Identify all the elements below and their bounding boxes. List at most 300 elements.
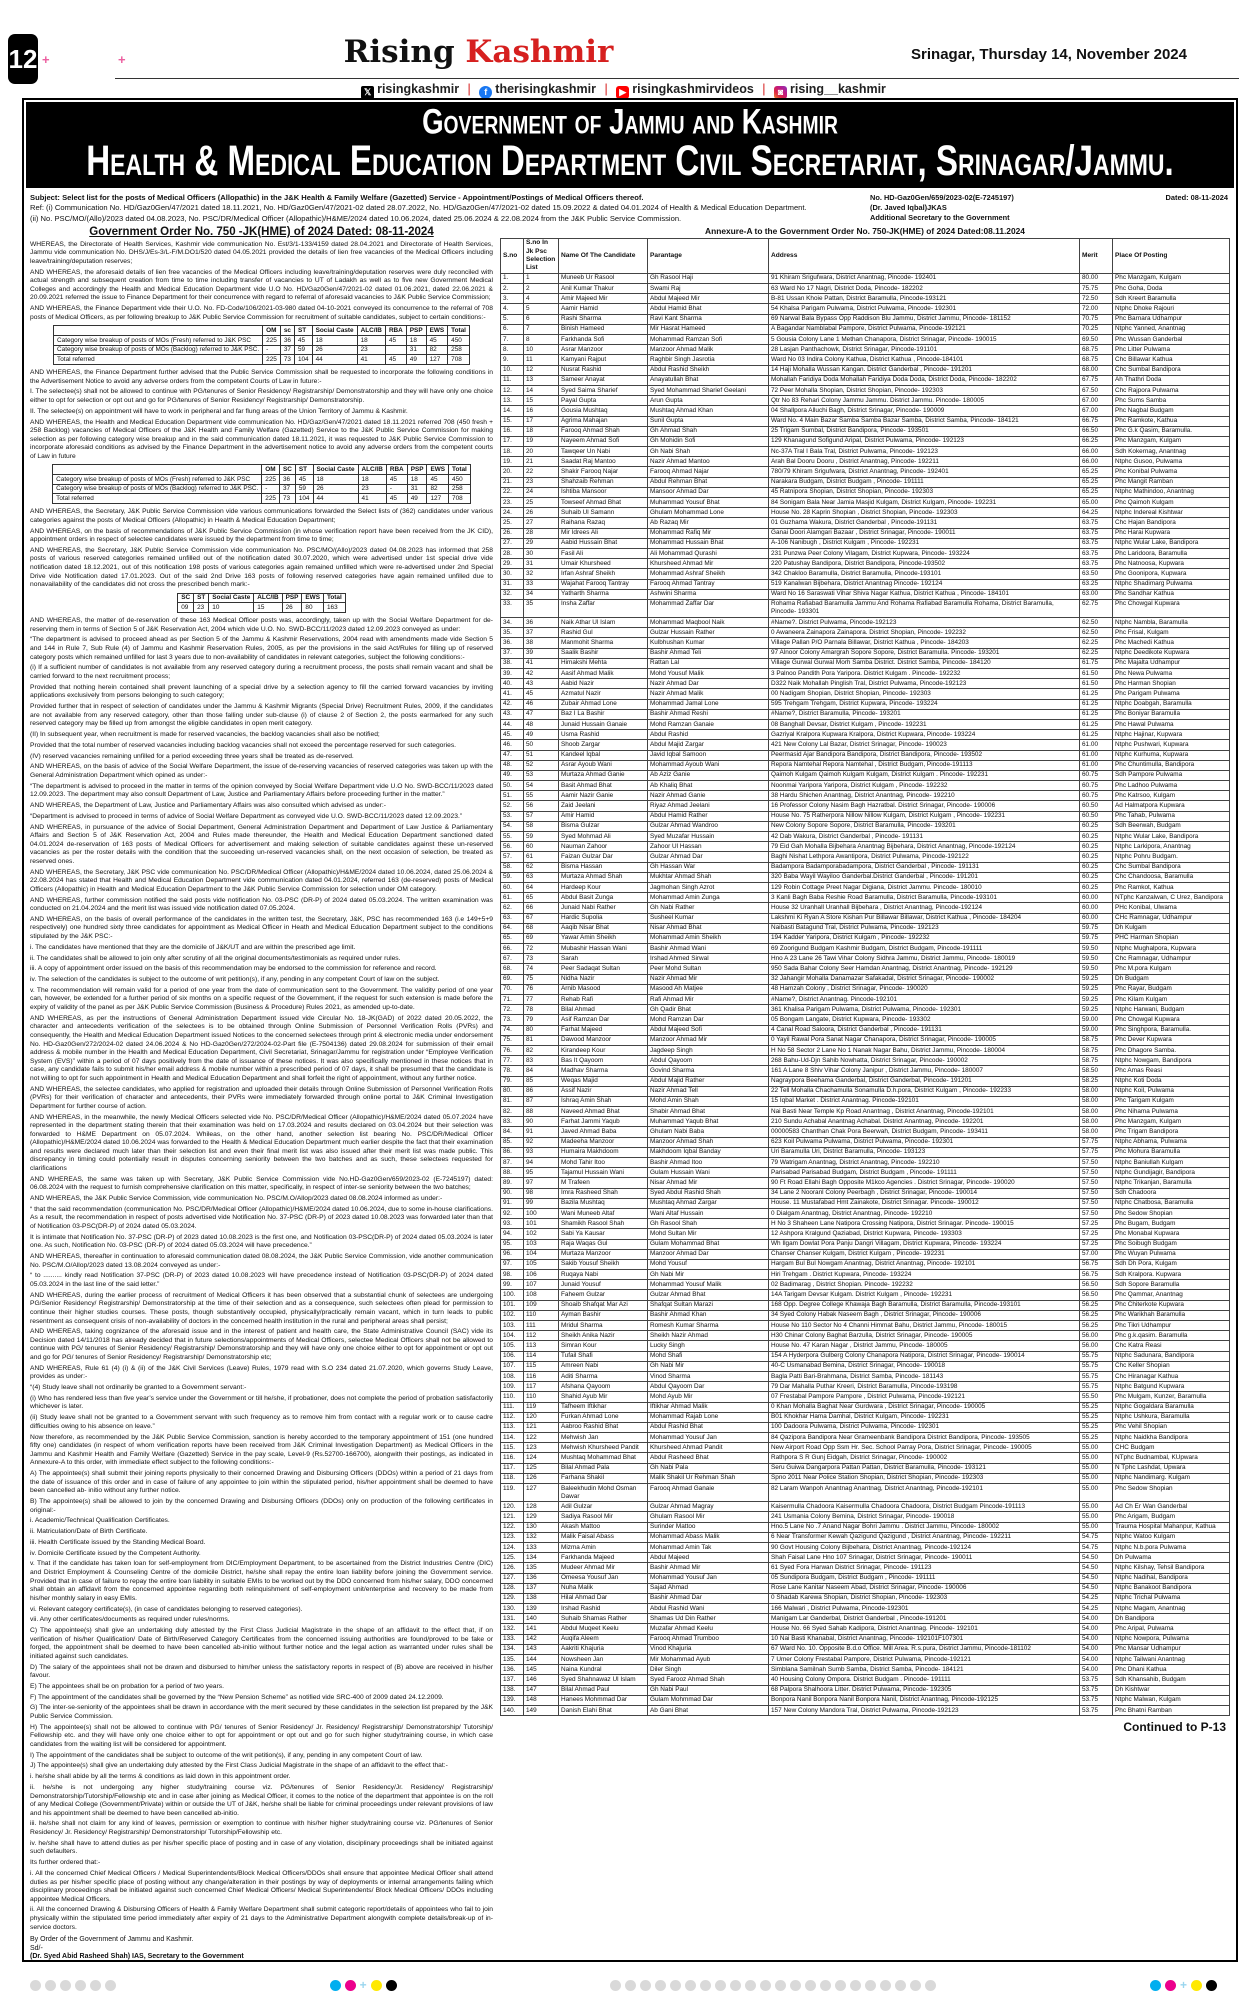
table-cell: 48 Hamzah Colony , District Srinagar, Pincode- 190020 <box>769 984 1080 994</box>
table-cell: Abdul Muqeet Keelu <box>559 1624 648 1634</box>
table-cell: 90 <box>524 1117 559 1127</box>
order-paragraph: WHEREAS, the Directorate of Health Services, Kashmir vide communication No. Est/3/1-133/4159 dated 28.04.2021 and Directorate of Health Services, Jammu vide communication No. DHS/J/Es-3/L-F/M.DO1/520 dated 04.05.2021 provided the details of lien free vacancies of the Medical Officers including leave/training/deputation reserves; <box>30 240 493 265</box>
table-cell: 67 <box>524 913 559 923</box>
table-cell: 15 Iqbal Market . District Anantnag. Pincode-192101 <box>769 1096 1080 1106</box>
table-cell: 44 <box>312 355 357 365</box>
table-cell: Nazir Ahmad Malik <box>648 689 769 699</box>
table-header-cell: OM <box>262 465 280 475</box>
candidate-row <box>501 589 1230 599</box>
table-cell: 104 <box>295 494 313 504</box>
table-cell: Phc Majalta Udhampur <box>1113 658 1230 668</box>
table-cell: 50. <box>501 781 524 791</box>
table-cell: 84 Sonigam Bala Near Jamia Masjid Kulgam, District Kulgam, Pincode- 192231 <box>769 498 1080 508</box>
table-cell: 61.25 <box>1080 709 1113 719</box>
order-paragraph: AND WHEREAS, the Department of Law, Justice and Parliamentary Affairs was also consulted which advised as under:- <box>30 801 386 809</box>
table-cell: Phc Dever Kupwara <box>1113 1035 1230 1045</box>
table-cell: Swami Raj <box>648 284 769 294</box>
table-cell: 109. <box>501 1382 524 1392</box>
table-cell: 104 <box>294 355 312 365</box>
table-cell: Abdul Hamid Bhat <box>648 304 769 314</box>
table-cell: 79 Dar Mahalla Puthar Kreeri, District Baramulla, Pincode-193198 <box>769 1382 1080 1392</box>
candidate-row <box>501 791 1230 801</box>
table-cell: Phc Sedow Shopian <box>1113 1484 1230 1502</box>
table-cell: Shahzaib Rehman <box>559 477 648 487</box>
table-cell: Omeesa Yousuf Jan <box>559 1573 648 1583</box>
subject-ref-row <box>24 190 1236 224</box>
table-cell: 92. <box>501 1208 524 1218</box>
table-cell: Phc Tikri Udhampur <box>1113 1321 1230 1331</box>
table-cell: 53.75 <box>1080 1685 1113 1695</box>
table-cell: 79 Eid Gah Mohalla Bijbehara Anantnag Bijbehara, District Anantnag, Pincode-192124 <box>769 842 1080 852</box>
table-header-row <box>53 465 471 475</box>
table-cell: 55.75 <box>1080 1361 1113 1371</box>
unfilled-posts-table <box>177 593 346 613</box>
table-cell: Shakir Farooq Najar <box>559 467 648 477</box>
table-cell: #Name?, District Anantnag. Pincode-192101 <box>769 995 1080 1005</box>
table-cell: Ntphc Gusoo, Pulwama <box>1113 457 1230 467</box>
table-cell: 44. <box>501 719 524 729</box>
table-cell: 129 Robin Cottage Preet Nagar Digiana, District Jammu. Pincode- 180010 <box>769 882 1080 892</box>
table-cell: 60.00 <box>1080 913 1113 923</box>
candidate-row <box>501 964 1230 974</box>
table-cell: 134 <box>524 1553 559 1563</box>
order-paragraph: Provided that the total number of reserved vacancies including backlog vacancies shall not exceed the percentage reserved for such categories. <box>30 741 457 749</box>
table-cell: Phc Dhagore Samba. <box>1113 1045 1230 1055</box>
candidate-row <box>501 1280 1230 1290</box>
table-cell: 78. <box>501 1066 524 1076</box>
table-cell: 61.00 <box>1080 750 1113 760</box>
table-cell: Sdh Khansahib, Budgam <box>1113 1675 1230 1685</box>
table-cell: 63.50 <box>1080 569 1113 579</box>
annexure-table <box>500 238 1230 1716</box>
table-cell: 127 <box>427 494 449 504</box>
candidate-row <box>501 1361 1230 1371</box>
table-cell: Umair Khursheed <box>559 559 648 569</box>
table-cell: Nisar Ahmad Mir <box>648 1178 769 1188</box>
table-cell: Phc Katrsoo, Kulgam <box>1113 791 1230 801</box>
table-cell: Mir Idrees Ali <box>559 528 648 538</box>
table-cell: 39 <box>524 648 559 658</box>
table-cell: House No. 75 Ratherpora Nillow Nillow Kulgam, District Kulgam , Pincode- 192231 <box>769 811 1080 821</box>
table-cell: Abdul Rashid Wani <box>648 1604 769 1614</box>
candidate-row <box>501 669 1230 679</box>
table-cell: Nazir Ahmad Ganie <box>648 791 769 801</box>
table-cell: 58. <box>501 862 524 872</box>
table-cell: Ntphc Magam, Anantnag <box>1113 1604 1230 1614</box>
table-cell: Chc Hajan Bandipora <box>1113 518 1230 528</box>
table-cell: 23 <box>524 477 559 487</box>
table-cell: Phc Mansar Udhampur <box>1113 1644 1230 1654</box>
table-cell: 63.25 <box>1080 579 1113 589</box>
candidate-row <box>501 1685 1230 1695</box>
table-cell: Ali Mohammad Qurashi <box>648 548 769 558</box>
table-cell: 59.00 <box>1080 1025 1113 1035</box>
table-cell: 41 <box>524 658 559 668</box>
table-cell: 66 <box>524 903 559 913</box>
table-cell: Gh Nabi Rather <box>648 903 769 913</box>
table-cell: 49. <box>501 770 524 780</box>
order-paragraph: I) The appointment of the candidates shall be subject to outcome of the writ petition(s), if any, pending in any competent Court of law. <box>30 1751 423 1759</box>
table-cell: 89. <box>501 1178 524 1188</box>
table-cell: 135. <box>501 1655 524 1665</box>
table-cell: 82 <box>524 1045 559 1055</box>
table-cell: Aditi Sharma <box>559 1371 648 1381</box>
table-cell: 75 <box>524 974 559 984</box>
table-cell: 61.00 <box>1080 740 1113 750</box>
table-cell: Jagdeep Singh <box>648 1045 769 1055</box>
masthead-title <box>0 34 957 70</box>
black-dot-icon <box>386 1980 397 1991</box>
table-cell: Mohammad Yousuf Malik <box>648 1280 769 1290</box>
table-cell: 53.75 <box>1080 1705 1113 1715</box>
table-cell: 09 <box>178 603 194 613</box>
table-cell: Abdul Qayoom Dar <box>648 1382 769 1392</box>
table-cell: 91. <box>501 1198 524 1208</box>
table-cell: Phc Wussan Ganderbal <box>1113 335 1230 345</box>
table-cell: 78 <box>524 1005 559 1015</box>
table-cell: Mohd Tahir Itoo <box>559 1158 648 1168</box>
order-paragraph: AND WHEREAS, further commission notified the said posts vide notification No. 03-PSC (DR-P) of 2024 dated 05.03.2024. The written examination was conducted on 21.04.2024 and the merit list was issued vide notification dated 07.05.2024. <box>30 896 493 913</box>
registration-cross-icon: + <box>1179 1978 1187 1992</box>
table-cell: Nai Basti Near Temple Kp Road Anantnag , District Anantnag, Pincode-192101 <box>769 1107 1080 1117</box>
table-cell: 47 <box>524 709 559 719</box>
table-cell: Hargam Bul Bul Nowgam Anantnag, District Anantnag, Pincode- 192101 <box>769 1259 1080 1269</box>
table-cell: Hiri Trehgam . District Kupwara, Pincode- 193224 <box>769 1270 1080 1280</box>
order-paragraph: AND WHEREAS, during the earlier process of recruitment of Medical Officers it has been observed that a substantial chunk of selectees are undergoing PG/Senior Residency/ Registrarship/ Demonstratorship at the time of their selection and as a consequence, such selectees often plead for permission to continue their higher studies courses. These posts, though substantively occupied, physically/practically remain vacant, which in turn leads to public resentment as consequent crisis of non-availability of doctors in the concerned health institution in the rural and peripheral areas shall persist; <box>30 1291 493 1325</box>
x-handle[interactable]: risingkashmir <box>377 82 460 96</box>
table-cell: Yawar Amin Sheikh <box>559 933 648 943</box>
table-cell: 0 Dialgam Anantnag, District Anantnag, Pincode- 192210 <box>769 1208 1080 1218</box>
table-cell: 54.25 <box>1080 1604 1113 1614</box>
table-header-row <box>178 593 346 603</box>
table-cell: Ntphc Wular Lake, Bandipora <box>1113 832 1230 842</box>
table-cell: Kulbhushan Kumar <box>648 638 769 648</box>
table-cell: Village Gurwal Gurwal Morh Samba District. District Samba, Pincode- 184120 <box>769 658 1080 668</box>
table-cell: PHc Konibal, Ulwama <box>1113 903 1230 913</box>
table-cell: CHC Budgam <box>1113 1443 1230 1453</box>
table-cell: 129 Khanagund Sofigund Aripal, District Pulwama, Pincode- 192123 <box>769 436 1080 446</box>
table-cell: 54.00 <box>1080 1655 1113 1665</box>
table-cell: Nusrat Rashid <box>559 365 648 375</box>
table-cell: Sdh Sopore Baramulla <box>1113 1280 1230 1290</box>
instagram-handle[interactable]: rising__kashmir <box>790 82 886 96</box>
table-cell: 6 Near Transformer Kewah Qazigund Qazigund , District Anantnag, Pincode- 192211 <box>769 1532 1080 1542</box>
table-cell: 60.25 <box>1080 872 1113 882</box>
table-cell: 62.50 <box>1080 628 1113 638</box>
table-cell: Phc Aripal, Pulwama <box>1113 1624 1230 1634</box>
category-breakup-table-2 <box>52 464 471 504</box>
table-cell: Rafi Ahmad Mir <box>648 995 769 1005</box>
table-cell: 98. <box>501 1270 524 1280</box>
table-cell: 59. <box>501 872 524 882</box>
table-cell: Farkhanda Sofi <box>559 335 648 345</box>
table-cell: 57.50 <box>1080 1198 1113 1208</box>
table-cell: Bilal Ahmad Paul <box>559 1685 648 1695</box>
table-cell: 105 <box>524 1259 559 1269</box>
table-cell: Farhana Shakil <box>559 1473 648 1483</box>
table-cell: Ntphc Hajinar, Kupwara <box>1113 730 1230 740</box>
table-cell: 66.25 <box>1080 436 1113 446</box>
table-cell: Abdul Rehman Bhat <box>648 477 769 487</box>
table-cell: Javid Iqbal Samoon <box>648 750 769 760</box>
table-cell: Gulzar Ahmad Dar <box>648 852 769 862</box>
table-cell: 08 Banghall Devsar, District Kulgam , Pincode- 192231 <box>769 719 1080 729</box>
table-cell: 2. <box>501 284 524 294</box>
table-header-cell: Merit <box>1080 238 1113 273</box>
order-paragraph: F) The appointment of the candidates shall be governed by the “New Pension Scheme” as notified vide SRC-400 of 2009 dated 24.12.2009. <box>30 1693 444 1701</box>
candidate-row <box>501 1563 1230 1573</box>
table-cell: Abdul Rashid Bhat <box>648 1422 769 1432</box>
order-paragraphs-4 <box>30 617 493 1932</box>
table-cell: 41 <box>357 355 385 365</box>
table-cell: 99. <box>501 1280 524 1290</box>
table-cell: 55.25 <box>1080 1412 1113 1422</box>
table-cell: 112. <box>501 1412 524 1422</box>
table-cell: 62.25 <box>1080 648 1113 658</box>
table-cell: 113. <box>501 1422 524 1432</box>
table-cell: Arun Gupta <box>648 396 769 406</box>
table-cell: 0 Yayil Rawal Pora Sanat Nagar Chanapora, District Srinagar, Pincode- 190005 <box>769 1035 1080 1045</box>
table-cell: 62.50 <box>1080 618 1113 628</box>
table-cell: Abdul Majeed Sofi <box>648 1025 769 1035</box>
table-cell: Syed Mohmad Ali <box>559 832 648 842</box>
table-cell: 8 <box>524 335 559 345</box>
table-cell: 70.75 <box>1080 314 1113 324</box>
candidate-row <box>501 1604 1230 1614</box>
candidate-row <box>501 1502 1230 1512</box>
table-cell: 77 <box>524 995 559 1005</box>
table-cell: 57.50 <box>1080 1208 1113 1218</box>
table-cell: Ntphc Gogaldara Baramulla <box>1113 1402 1230 1412</box>
banner-line1: Government of Jammu and Kashmir <box>422 102 838 142</box>
table-cell: CHc Ramnagar, Udhampur <box>1113 913 1230 923</box>
table-cell: 14. <box>501 406 524 416</box>
table-cell: Gulzar Hussain Rather <box>648 628 769 638</box>
table-cell: 53. <box>501 811 524 821</box>
table-cell: Gh Nabi Mir <box>648 1270 769 1280</box>
table-cell: 140 <box>524 1614 559 1624</box>
table-cell: 45. <box>501 730 524 740</box>
order-paragraph: iv. Domicile Certificate issued by the Competent Authority. <box>30 1549 201 1557</box>
table-cell: Ntphc Yanned, Anantnag <box>1113 324 1230 334</box>
table-cell: Shah Faisal Lane Hno 107 Srinagar, District Srinagar, Pincode- 190011 <box>769 1553 1080 1563</box>
table-cell: Tajamul Hussain Wani <box>559 1168 648 1178</box>
table-cell: 61.25 <box>1080 689 1113 699</box>
youtube-handle[interactable]: risingkashmirvideos <box>632 82 754 96</box>
table-cell: 102 <box>524 1229 559 1239</box>
table-cell: Nisar Ahmad Bhat <box>648 923 769 933</box>
table-cell: Lakshmi Ki Ryan A Store Kishan Pur Billawar Billawar, District Kathua , Pincode- 184204 <box>769 913 1080 923</box>
table-cell: 67.50 <box>1080 385 1113 395</box>
table-cell: 58.75 <box>1080 1045 1113 1055</box>
table-cell: 19. <box>501 457 524 467</box>
table-cell: Chc Katra Reasi <box>1113 1341 1230 1351</box>
table-cell: 55.00 <box>1080 1484 1113 1502</box>
table-cell: 45 <box>386 494 407 504</box>
table-cell: Phc Chuntimulla, Bandipora <box>1113 760 1230 770</box>
table-cell: 104. <box>501 1331 524 1341</box>
order-paragraph: “The department is advised to proceed ahead as per Section 5 of the Jammu & Kashmir Reservations, 2004 read with amendments made vide Section 5 and 144 in Rule 7, Sub Rule (4) of Jammu and Kashmir Reservation Rules, 2005, as per the provisions in the said Act/Rules for filling up of reserved category posts which remained unfilled for last 3 years due to non-availability of candidates in relevant categories, subject the following conditions:- <box>30 636 493 661</box>
table-cell: 55.00 <box>1080 1522 1113 1532</box>
candidate-row <box>501 1208 1230 1218</box>
order-paragraph: vii. Any other certificates/documents as required under rules/norms. <box>30 1616 230 1624</box>
table-cell: House No 110 Sector No 4 Channi Himmat Bahu, District Jammu, Pincode- 180015 <box>769 1321 1080 1331</box>
facebook-handle[interactable]: therisingkashmir <box>495 82 597 96</box>
table-cell: Ntphc Chatbosa, Baramulla <box>1113 1198 1230 1208</box>
table-header-cell: ST <box>194 593 209 603</box>
table-cell: 157 New Colony Mandora Tral, District Pulwama, Pincode-192123 <box>769 1705 1080 1715</box>
table-cell: Mridul Sharma <box>559 1321 648 1331</box>
candidate-row <box>501 1015 1230 1025</box>
table-cell: Baghi Nishat Lethpora Awantipora, District Pulwama, Pincode-192122 <box>769 852 1080 862</box>
table-cell: 136. <box>501 1665 524 1675</box>
table-cell: 31 <box>407 484 427 494</box>
table-cell: 60.00 <box>1080 903 1113 913</box>
table-cell: 00 Nadigam Shopian, District Shopian, Pincode- 192303 <box>769 689 1080 699</box>
candidate-row <box>501 1341 1230 1351</box>
table-cell: 37 <box>279 484 295 494</box>
table-cell: 57.50 <box>1080 1178 1113 1188</box>
table-cell: Gh Nabi Shah <box>648 447 769 457</box>
table-cell: Wani Muneeb Altaf <box>559 1208 648 1218</box>
table-cell: 54.00 <box>1080 1614 1113 1624</box>
table-cell: Shahid Ayub Mir <box>559 1392 648 1402</box>
table-cell: Chc Keller Shopian <box>1113 1361 1230 1371</box>
table-cell: Ntphc Trichal Pulwama <box>1113 1593 1230 1603</box>
table-cell: 07 Frestabal Pampore Pampore , District Pulwama, Pincode-192121 <box>769 1392 1080 1402</box>
table-cell: Phc Monabal Kupwara <box>1113 1229 1230 1239</box>
table-cell: Diler Singh <box>648 1665 769 1675</box>
table-cell: Phc Mohura Baramulla <box>1113 1147 1230 1157</box>
candidate-row <box>501 1310 1230 1320</box>
instagram-icon: ◙ <box>774 86 787 99</box>
table-cell: Phc Litter Pulwama <box>1113 345 1230 355</box>
table-cell: 54.00 <box>1080 1665 1113 1675</box>
table-cell: 0 Shadab Karewa Shopian, District Shopian, Pincode- 192303 <box>769 1593 1080 1603</box>
candidate-row <box>501 569 1230 579</box>
table-cell: Jagmohan Singh Azrot <box>648 882 769 892</box>
table-cell: 90 Govt Housing Colony Bijbehara, District Anantnag, Pincode-192124 <box>769 1542 1080 1552</box>
table-cell: Peermasid Ajar Bandipora Bandipora, District Bandipora, Pincode- 193502 <box>769 750 1080 760</box>
candidate-row <box>501 467 1230 477</box>
table-cell: 108 <box>524 1290 559 1300</box>
order-paragraph: ii. The candidates shall be allowed to join only after scrutiny of all the original documents/testimonials as required under rules. <box>30 954 401 962</box>
table-cell: 95. <box>501 1239 524 1249</box>
table-cell: 56.25 <box>1080 1300 1113 1310</box>
table-cell: Ntphc Nandimarg. Kulgam <box>1113 1473 1230 1483</box>
table-cell: 139 <box>524 1604 559 1614</box>
table-cell: Ab Razaq Mir <box>648 518 769 528</box>
table-cell: 86. <box>501 1147 524 1157</box>
registration-cross-icon: + <box>42 52 50 67</box>
table-cell: Shamikh Rasool Shah <box>559 1219 648 1229</box>
table-cell: Ghulam Mohammad Lone <box>648 508 769 518</box>
order-paragraphs-2 <box>30 369 493 461</box>
candidate-row <box>501 1178 1230 1188</box>
table-cell: Aaqib Nisar Bhat <box>559 923 648 933</box>
candidate-row <box>501 1583 1230 1593</box>
candidate-row <box>501 781 1230 791</box>
table-cell: 55 <box>524 791 559 801</box>
candidate-row <box>501 385 1230 395</box>
table-cell: 3 Palnoo Pandith Pora Yaripora. District Kulgam . Pincode- 192232 <box>769 669 1080 679</box>
candidate-row <box>501 1644 1230 1654</box>
table-cell: 54.50 <box>1080 1563 1113 1573</box>
table-cell: 4 Canal Road Saloora, District Ganderbal , Pincode- 191131 <box>769 1025 1080 1035</box>
table-cell: 24. <box>501 508 524 518</box>
candidate-row <box>501 1392 1230 1402</box>
order-paragraph: ii. Matriculation/Date of Birth Certificate. <box>30 1528 148 1536</box>
table-cell: 148 <box>524 1695 559 1705</box>
table-cell: Mohammad Yousuf Jan <box>648 1433 769 1443</box>
table-cell: 116 <box>524 1371 559 1381</box>
table-cell: 67. <box>501 954 524 964</box>
table-cell: Dh Kishtwar <box>1113 1685 1230 1695</box>
candidate-row <box>501 1188 1230 1198</box>
table-cell: Asrar Manzoor <box>559 345 648 355</box>
table-cell: Danish Elahi Bhat <box>559 1705 648 1715</box>
table-cell: 55.00 <box>1080 1463 1113 1473</box>
table-cell: Ntphc Kilshay, Tehsil Bandipora <box>1113 1563 1230 1573</box>
table-cell: Mohd Ayub Mir <box>648 1392 769 1402</box>
cyan-dot-icon <box>1150 1980 1161 1991</box>
candidate-row <box>501 1624 1230 1634</box>
table-cell: 22 Tell Mohalla Chachamulla Sonamulla D.h.pora, District Kulgam , Pincode- 192233 <box>769 1086 1080 1096</box>
table-cell: 26 <box>524 508 559 518</box>
table-header-cell: ALC/IB <box>254 593 282 603</box>
table-cell: Chc Hiranagar Kathua <box>1113 1371 1230 1381</box>
table-cell: 26 <box>282 603 302 613</box>
candidate-row <box>501 1675 1230 1685</box>
table-cell: 15. <box>501 416 524 426</box>
table-cell: Mohammad Ramzan Sofi <box>648 335 769 345</box>
table-cell: Mohammad Rajab Lone <box>648 1412 769 1422</box>
table-cell: 65.25 <box>1080 477 1113 487</box>
table-row <box>53 494 471 504</box>
candidate-row <box>501 1382 1230 1392</box>
table-cell: 81 <box>524 1035 559 1045</box>
table-row <box>178 603 346 613</box>
order-paragraph: iv. he/she shall have to attend duties as per his/her specific place of posting and in case of any violation, disciplinary proceedings shall be initiated against such defaulters. <box>30 1839 493 1856</box>
table-cell: 17 <box>524 416 559 426</box>
candidate-row <box>501 1634 1230 1644</box>
table-cell: Riyaz Ahmad Jeelani <box>648 801 769 811</box>
table-cell: 60 <box>524 842 559 852</box>
table-cell: Narakara Budgam, District Budgam , Pincode- 191111 <box>769 477 1080 487</box>
table-cell: Sdh Dh Pora, Kulgam <box>1113 1259 1230 1269</box>
table-cell: 54. <box>501 821 524 831</box>
table-cell: Aamir Hamid <box>559 304 648 314</box>
table-cell: 37. <box>501 648 524 658</box>
table-cell: Phc Manzgam, Kulgam <box>1113 273 1230 283</box>
table-cell: 114 <box>524 1351 559 1361</box>
table-cell: Category wise breakup of posts of MOs (Fresh) referred to J&K PSC <box>54 336 263 346</box>
candidate-row <box>501 760 1230 770</box>
table-cell: 50 <box>524 740 559 750</box>
table-cell: Gulzar Ahmad Wandroo <box>648 821 769 831</box>
table-cell: Mudeer Ahmad Mir <box>559 1563 648 1573</box>
table-cell: 58.00 <box>1080 1107 1113 1117</box>
candidate-row <box>501 559 1230 569</box>
table-cell: Mizma Amin <box>559 1542 648 1552</box>
table-cell: 12 Ashpora Kralgund Qaziabad, District Kupwara, Pincode- 193303 <box>769 1229 1080 1239</box>
table-cell: 58.50 <box>1080 1066 1113 1076</box>
table-cell: 49 <box>524 730 559 740</box>
table-cell: Ghulam Rasool Mir <box>648 1512 769 1522</box>
table-cell: 115 <box>524 1361 559 1371</box>
table-cell: 68.00 <box>1080 365 1113 375</box>
table-cell: Phc Qammar, Anantnag <box>1113 1290 1230 1300</box>
